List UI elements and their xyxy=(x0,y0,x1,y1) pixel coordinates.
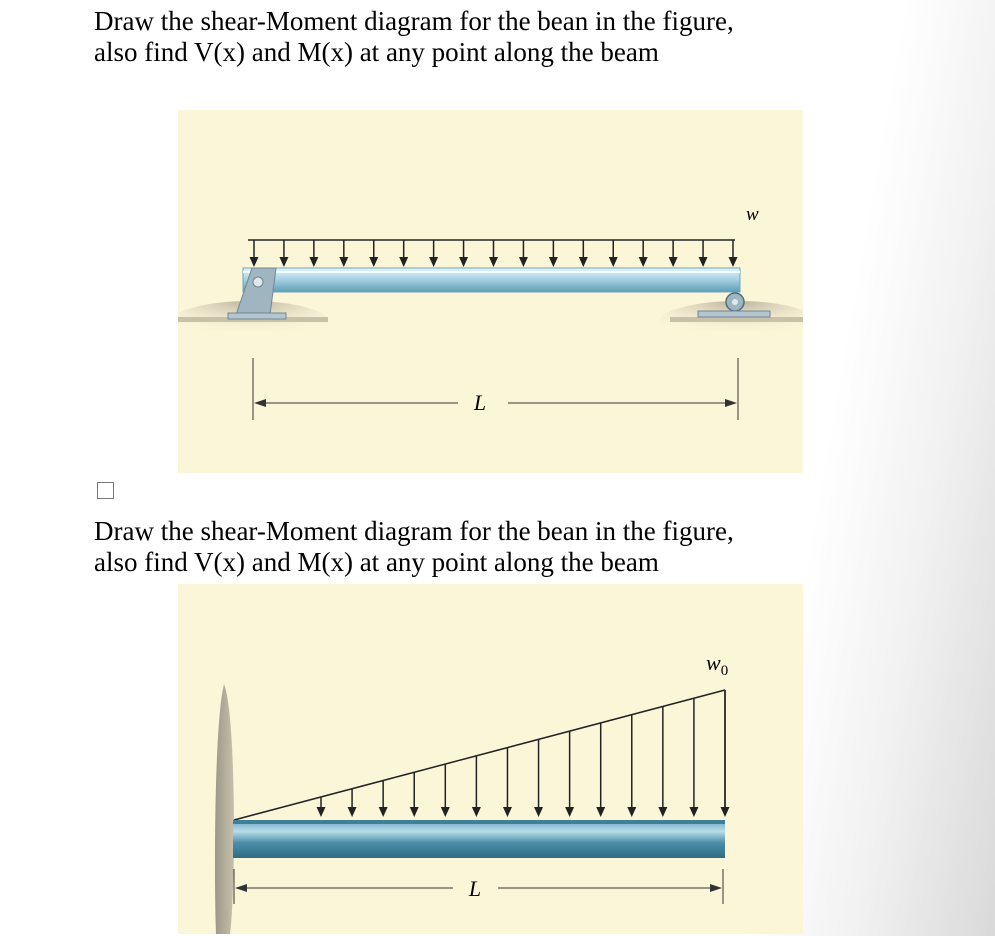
simply-supported-beam-figure xyxy=(178,110,803,473)
load-arrowhead xyxy=(459,257,468,267)
load-arrowhead xyxy=(699,257,708,267)
load-arrowhead xyxy=(503,807,512,817)
load-arrowhead xyxy=(565,807,574,817)
load-arrowhead xyxy=(721,807,730,817)
triangular-load-arrows xyxy=(317,690,730,817)
load-arrowhead xyxy=(339,257,348,267)
load-arrowhead xyxy=(519,257,528,267)
load-arrowhead xyxy=(489,257,498,267)
load-arrowhead xyxy=(250,257,259,267)
pin-support xyxy=(236,268,276,315)
load-arrowhead xyxy=(549,257,558,267)
cantilever-beam-figure xyxy=(178,584,803,934)
length-label: L xyxy=(468,876,482,901)
load-arrowhead xyxy=(429,257,438,267)
load-arrowhead xyxy=(609,257,618,267)
load-arrowhead xyxy=(579,257,588,267)
load-arrowhead xyxy=(279,257,288,267)
simply-supported-beam-diagram xyxy=(178,110,803,473)
fixed-wall-support xyxy=(215,684,234,934)
cantilever-beam xyxy=(233,820,725,858)
problem-1-line-2: also find V(x) and M(x) at any point along the beam xyxy=(94,37,659,67)
load-arrowhead xyxy=(379,807,388,817)
triangular-load-line xyxy=(234,690,725,820)
uniform-load-arrows xyxy=(250,240,738,267)
load-arrowhead xyxy=(317,807,326,817)
checkbox[interactable] xyxy=(97,482,114,499)
load-arrowhead xyxy=(369,257,378,267)
load-arrowhead xyxy=(639,257,648,267)
load-label-w0: $w_0$ xyxy=(706,650,729,679)
load-label-w: w xyxy=(746,204,759,225)
ground-right-surface xyxy=(670,317,803,322)
load-arrowhead xyxy=(472,807,481,817)
problem-2-line-2: also find V(x) and M(x) at any point along the beam xyxy=(94,547,659,577)
problem-1-statement xyxy=(94,6,914,68)
pin-icon xyxy=(253,277,263,287)
load-arrowhead xyxy=(534,807,543,817)
load-arrowhead xyxy=(309,257,318,267)
length-label: L xyxy=(473,390,487,415)
problem-1-line-1: Draw the shear-Moment diagram for the bean in the figure, xyxy=(94,6,734,36)
load-arrowhead xyxy=(669,257,678,267)
load-arrowhead xyxy=(729,257,738,267)
problem-2-line-1: Draw the shear-Moment diagram for the bean in the figure, xyxy=(94,516,734,546)
cantilever-beam-diagram xyxy=(178,584,803,934)
load-arrowhead xyxy=(596,807,605,817)
load-arrowhead xyxy=(410,807,419,817)
load-arrowhead xyxy=(627,807,636,817)
load-arrowhead xyxy=(441,807,450,817)
load-arrowhead xyxy=(348,807,357,817)
problem-2-statement xyxy=(94,516,914,578)
load-arrowhead xyxy=(399,257,408,267)
roller-base xyxy=(698,311,770,317)
load-arrowhead xyxy=(658,807,667,817)
load-arrowhead xyxy=(689,807,698,817)
